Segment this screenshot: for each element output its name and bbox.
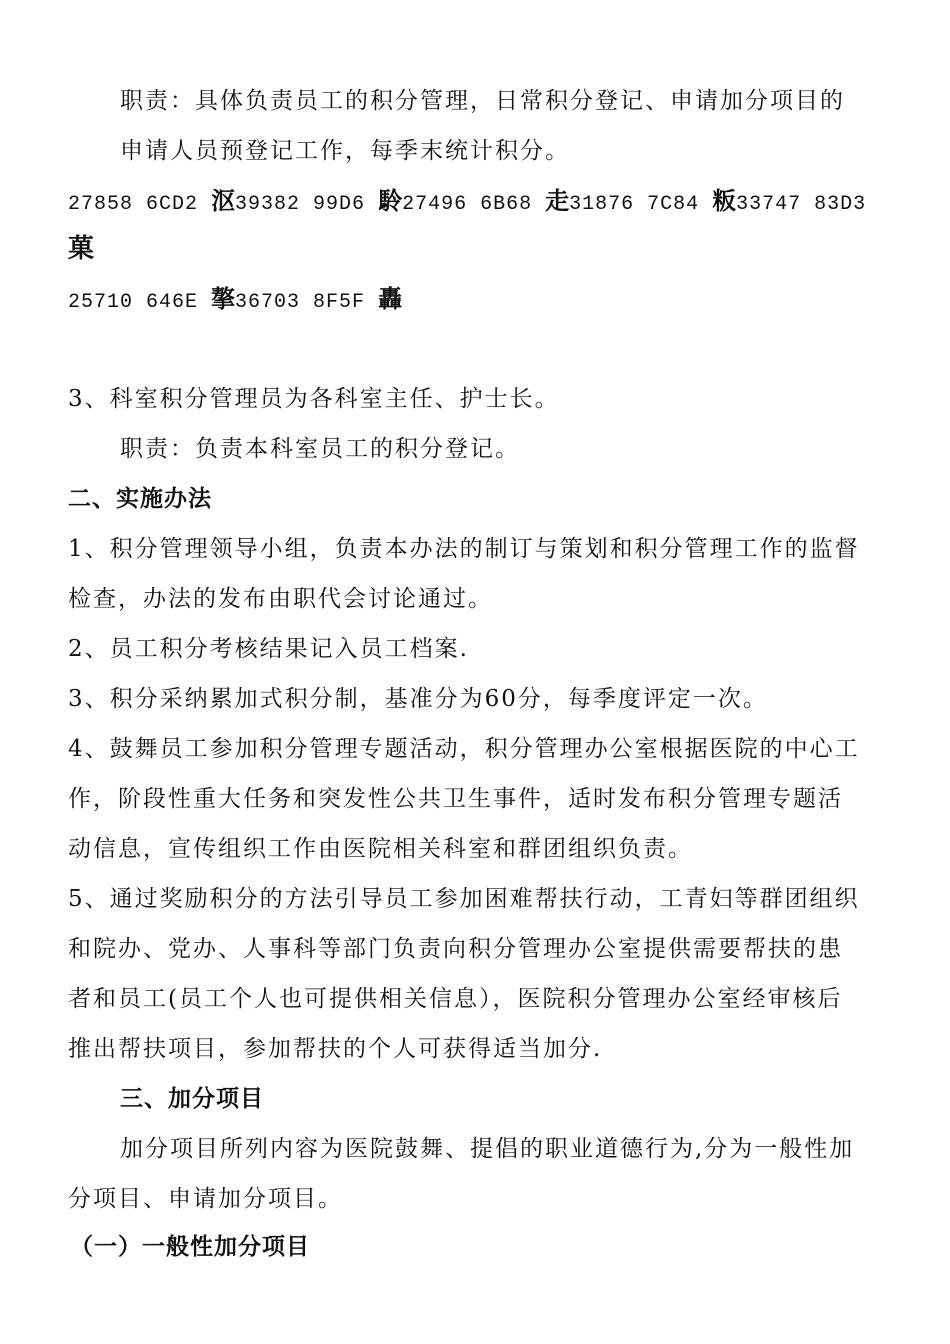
paragraph-method-4-cont: 动信息，宣传组织工作由医院相关科室和群团组织负责。 bbox=[68, 836, 693, 862]
code-segment: 27496 6B68 bbox=[402, 193, 546, 216]
code-row-2 bbox=[68, 284, 402, 318]
paragraph-method-5: 5、通过奖励积分的方法引导员工参加困难帮扶行动，工青妇等群团组织 bbox=[68, 886, 860, 912]
code-glyph: 粄 bbox=[712, 187, 737, 215]
paragraph-method-5-cont: 推出帮扶项目，参加帮扶的个人可获得适当加分. bbox=[68, 1036, 603, 1062]
code-row-1-tail: 菓 bbox=[68, 234, 97, 264]
code-segment: 27858 6CD2 bbox=[68, 193, 212, 216]
code-segment: 31876 7C84 bbox=[569, 193, 713, 216]
section-heading-2: 二、实施办法 bbox=[68, 486, 212, 512]
code-glyph: 轟 bbox=[378, 285, 403, 313]
paragraph-bonus-intro-cont: 分项目、申请加分项目。 bbox=[68, 1186, 343, 1212]
paragraph-method-5-cont: 和院办、党办、人事科等部门负责向积分管理办公室提供需要帮扶的患 bbox=[68, 936, 843, 962]
paragraph-method-4: 4、鼓舞员工参加积分管理专题活动，积分管理办公室根据医院的中心工 bbox=[68, 736, 860, 762]
paragraph-method-2: 2、员工积分考核结果记入员工档案. bbox=[68, 636, 469, 662]
paragraph-duty-3: 职责：负责本科室员工的积分登记。 bbox=[120, 436, 520, 462]
paragraph-item-3: 3、科室积分管理员为各科室主任、护士长。 bbox=[68, 386, 560, 412]
paragraph-method-1: 1、积分管理领导小组，负责本办法的制订与策划和积分管理工作的监督 bbox=[68, 536, 860, 562]
section-heading-3: 三、加分项目 bbox=[120, 1086, 264, 1112]
code-glyph: 沤 bbox=[211, 187, 236, 215]
code-segment: 39382 99D6 bbox=[235, 193, 379, 216]
paragraph-method-3: 3、积分采纳累加式积分制，基准分为60分，每季度评定一次。 bbox=[68, 686, 768, 712]
code-segment: 36703 8F5F bbox=[235, 291, 379, 314]
paragraph-duty-1-cont: 申请人员预登记工作，每季末统计积分。 bbox=[120, 138, 570, 164]
code-glyph: 摮 bbox=[211, 285, 236, 313]
code-glyph: 駖 bbox=[378, 187, 403, 215]
code-segment: 33747 83D3 bbox=[736, 193, 867, 216]
paragraph-bonus-intro: 加分项目所列内容为医院鼓舞、提倡的职业道德行为,分为一般性加 bbox=[120, 1136, 855, 1162]
subsection-heading-1: （一）一般性加分项目 bbox=[70, 1234, 310, 1260]
code-segment: 25710 646E bbox=[68, 291, 212, 314]
paragraph-method-1-cont: 检查，办法的发布由职代会讨论通过。 bbox=[68, 586, 493, 612]
paragraph-duty-1: 职责：具体负责员工的积分管理，日常积分登记、申请加分项目的 bbox=[120, 88, 845, 114]
code-row-1 bbox=[68, 186, 866, 220]
paragraph-method-5-cont: 者和员工(员工个人也可提供相关信息），医院积分管理办公室经审核后 bbox=[68, 986, 843, 1012]
paragraph-method-4-cont: 作，阶段性重大任务和突发性公共卫生事件，适时发布积分管理专题活 bbox=[68, 786, 843, 812]
code-glyph: 走 bbox=[545, 187, 570, 215]
